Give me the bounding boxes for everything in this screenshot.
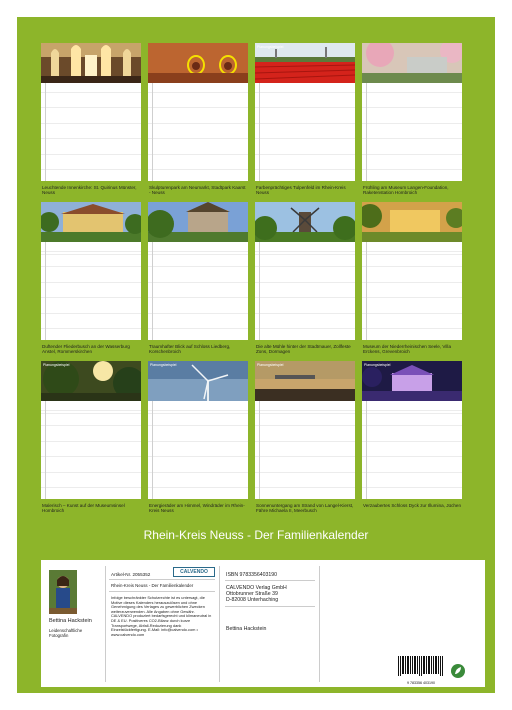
month-caption: Duftender Fliederbusch an der Wasserburg Anstel, Rommerskirchen xyxy=(42,344,130,355)
month-grid xyxy=(255,401,355,499)
photo-label: Planungsbeispiel xyxy=(150,363,177,367)
month-grid xyxy=(41,401,141,499)
month-grid xyxy=(255,83,355,181)
month-photo xyxy=(148,43,248,83)
month-caption: Energieräder am Himmel, Windräder im Rhein-Kreis Neuss xyxy=(149,503,245,514)
copyright-holder: Bettina Hackstein xyxy=(226,626,267,632)
eco-badge-icon xyxy=(451,664,465,678)
author-name: Bettina Hackstein xyxy=(49,618,92,624)
month-photo xyxy=(362,43,462,83)
month-caption: Sonnenuntergang am Strand von Langel-Kierst, Fähre Michaela II, Meerbusch xyxy=(256,503,354,514)
month-grid xyxy=(41,242,141,340)
photo-label: Planungsbeispiel xyxy=(364,363,391,367)
month-grid xyxy=(148,242,248,340)
month-photo xyxy=(41,361,141,401)
month-caption: Museum der Niederrheinischen Seele, Villa Erckens, Grevenbroich xyxy=(363,344,452,355)
month-grid xyxy=(362,242,462,340)
month-photo xyxy=(362,361,462,401)
month-caption: Verzaubertes Schloss Dyck zur Illumina, Jüchen xyxy=(363,503,462,508)
month-photo xyxy=(255,361,355,401)
barcode-number: 9 783356 403190 xyxy=(407,681,435,685)
calendar-page xyxy=(17,17,495,693)
month-grid xyxy=(148,401,248,499)
author-photo xyxy=(49,570,77,614)
legal-text: Infolge beschränkter Schutzrechte ist es untersagt, die Motive dieses Kalenders herauszulösen und ohne Genehmigung des Verlages zu gewerblichen Zwecken weiterzuverwenden. Alle Angaben ohne Gewähr. CALVENDO produziert bedarfsgerecht und klimaneutral in DE & EU. Positiveres CO2-Bilanz durch kurze Transportwege, Abfall-Reduzierung dank Einzelstückfertigung. E-Mail: info@calvendo.com • www.calvendo.com xyxy=(111,595,212,637)
month-grid xyxy=(255,242,355,340)
footer xyxy=(41,560,485,687)
photo-label: Planungsbeispiel xyxy=(257,45,284,49)
publisher-street: Ottobrunner Straße 39 xyxy=(226,591,278,597)
calvendo-logo xyxy=(173,567,215,577)
month-photo xyxy=(148,361,248,401)
month-photo xyxy=(41,202,141,242)
month-photo xyxy=(255,43,355,83)
isbn: ISBN 9783356403190 xyxy=(226,572,278,578)
photo-label: Planungsbeispiel xyxy=(257,363,284,367)
month-caption: Farbenprächtiges Tulpenfeld im Rhein-Kreis Neuss xyxy=(256,185,346,196)
barcode xyxy=(397,656,445,685)
calvendo-logo-text: CALVENDO xyxy=(180,569,208,575)
month-grid xyxy=(362,83,462,181)
author-role: Leidenschaftliche Fotografin xyxy=(49,628,83,639)
article-number: Artikel-Nr. 2055352 xyxy=(111,572,151,577)
month-caption: Frühling am Museum Langen-Foundation, Raketenstation Hombroich xyxy=(363,185,449,196)
month-caption: Leuchtende Innenkirche: St. Quirinus Münster, Neuss xyxy=(42,185,137,196)
month-caption: Traumhafter Blick auf Schloss Liedberg, Korschenbroich xyxy=(149,344,231,355)
product-name: Rhein-Kreis Neuss - Der Familienkalender xyxy=(111,583,194,588)
calendar-title: Rhein-Kreis Neuss - Der Familienkalender xyxy=(143,528,369,542)
month-photo xyxy=(41,43,141,83)
publisher: CALVENDO Verlag GmbH xyxy=(226,585,287,591)
month-grid xyxy=(148,83,248,181)
month-photo xyxy=(148,202,248,242)
month-photo xyxy=(255,202,355,242)
month-caption: Die alte Mühle hinter der Stadtmauer, Zollfeste Zons, Dormagen xyxy=(256,344,351,355)
month-photo xyxy=(362,202,462,242)
publisher-city: D-82008 Unterhaching xyxy=(226,597,279,603)
month-caption: Malerisch – Kunst auf der Museumsinsel Hombroich xyxy=(42,503,125,514)
month-grid xyxy=(41,83,141,181)
photo-label: Planungsbeispiel xyxy=(43,363,70,367)
month-grid xyxy=(362,401,462,499)
month-caption: Skulpturenpark am Neumarkt, Stadtpark Kaarst - Neuss xyxy=(149,185,246,196)
